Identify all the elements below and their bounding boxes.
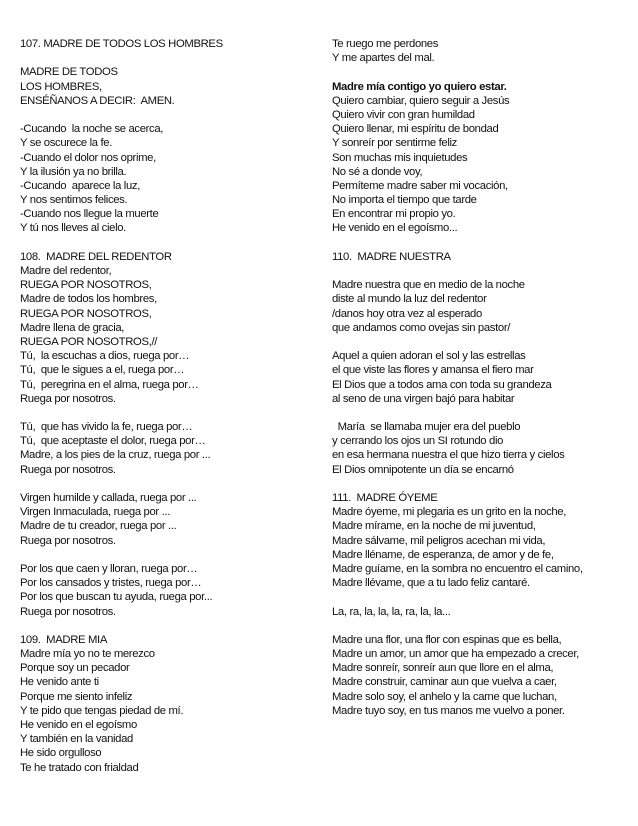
right-text-line: No importa el tiempo que tarde [332,194,477,207]
left-text-line: Ruega por nosotros. [20,463,116,476]
left-text-line: 107. MADRE DE TODOS LOS HOMBRES [20,38,223,50]
left-text-line: Virgen humilde y callada, ruega por ... [20,492,197,504]
right-text-line: /danos hoy otra vez al esperado [332,307,482,320]
right-text-line: 111. MADRE ÓYEME [332,492,438,504]
right-text-line: Madre guíame, en la sombra no encuentro el camino, [332,562,583,575]
left-text-line: Virgen Inmaculada, ruega por ... [20,506,170,519]
right-text-line: He venido en el egoísmo... [332,222,458,235]
left-text-line: Tú, que aceptaste el dolor, ruega por… [20,435,206,448]
right-text-line: en esa hermana nuestra el que hizo tierra y cielos [332,449,565,462]
right-text-line: No sé a donde voy, [332,165,423,178]
right-blank-line [332,406,632,420]
left-text-line: Tú, que le sigues a el, ruega por… [20,364,185,377]
left-text-line: Ruega por nosotros. [20,534,116,547]
right-text-line: Aquel a quien adoran el sol y las estrellas [332,350,526,363]
left-text-line: LOS HOMBRES, [20,80,102,93]
left-text-line: Ruega por nosotros. [20,392,116,405]
right-text-line: Madre llévame, que a tu lado feliz cantaré. [332,577,530,590]
left-text-line: MADRE DE TODOS [20,66,118,79]
left-text-line: Tú, que has vivido la fe, ruega por… [20,421,193,434]
right-text-line: Madre tuyo soy, en tus manos me vuelvo a poner. [332,704,565,717]
left-blank-line [20,548,310,562]
right-text-line: Madre solo soy, el anhelo y la carne que luchan, [332,690,557,703]
right-text-line: Madre construir, caminar aun que vuelva a caer, [332,676,557,689]
left-text-line: Te he tratado con frialdad [20,761,139,774]
left-text-line: Y te pido que tengas piedad de mí. [20,704,184,717]
left-text-line: Y se oscurece la fe. [20,137,113,150]
left-text-line: -Cucando aparece la luz, [20,179,140,192]
right-text-line: Madre una flor, una flor con espinas que es bella, [332,633,562,646]
right-blank-line [332,236,632,250]
right-text-line: Quiero cambiar, quiero seguir a Jesús [332,94,510,107]
left-text-line: ENSÉÑANOS A DECIR: AMEN. [20,94,175,107]
left-text-line: Madre, a los pies de la cruz, ruega por ... [20,449,211,462]
right-text-line: Quiero llenar, mi espíritu de bondad [332,123,499,136]
right-text-line: Madre nuestra que en medio de la noche [332,279,525,292]
right-text-line: Y me apartes del mal. [332,52,435,65]
left-text-line: Tú, peregrina en el alma, ruega por… [20,378,199,391]
left-blank-line [20,406,310,420]
left-text-line: -Cucando la noche se acerca, [20,123,164,136]
right-text-line: Madre óyeme, mi plegaria es un grito en la noche, [332,506,567,519]
left-text-line: He venido ante ti [20,676,99,689]
right-text-line: Madre un amor, un amor que ha empezado a crecer, [332,648,579,661]
left-blank-line [20,236,310,250]
right-text-line: Permíteme madre saber mi vocación, [332,179,508,192]
right-text-line: En encontrar mi propio yo. [332,208,456,221]
left-text-line: Por los que buscan tu ayuda, ruega por... [20,591,213,604]
right-text-line: Madre sálvame, mil peligros acechan mi vida, [332,534,546,547]
left-text-line: 108. MADRE DEL REDENTOR [20,250,172,263]
left-blank-line [20,619,310,633]
right-text-line: Madre lléname, de esperanza, de amor y de fe, [332,548,554,561]
left-blank-line [20,51,310,65]
left-text-line: Porque soy un pecador [20,662,130,675]
right-text-line: Madre sonreír, sonreír aun que llore en el alma, [332,662,554,675]
right-text-line: Y sonreír por sentirme feliz [332,137,457,150]
left-text-line: Por los que caen y lloran, ruega por… [20,562,198,575]
left-text-line: -Cuando nos llegue la muerte [20,208,159,221]
right-text-line: El Dios que a todos ama con toda su grandeza [332,378,552,391]
left-text-line: Madre mía yo no te merezco [20,648,155,661]
left-text-line: Y la ilusión ya no brilla. [20,165,127,178]
right-blank-line [332,335,632,349]
right-text-line: Madre mía contigo yo quiero estar. [332,80,507,93]
left-text-line: Madre llena de gracia, [20,321,125,334]
right-text-line: que andamos como ovejas sin pastor/ [332,321,511,334]
right-blank-line [332,264,632,278]
left-text-line: He sido orgulloso [20,747,102,760]
right-text-line: María se llamaba mujer era del pueblo [332,421,521,434]
left-text-line: -Cuando el dolor nos oprime, [20,151,156,164]
left-text-line: He venido en el egoísmo [20,719,137,731]
left-blank-line [20,108,310,122]
left-text-line: Y nos sentimos felices. [20,194,128,207]
right-text-line: Son muchas mis inquietudes [332,151,468,164]
right-text-line: La, ra, la, la, la, ra, la, la... [332,605,451,618]
left-column [20,37,310,775]
left-text-line: Y también en la vanidad [20,733,133,746]
right-blank-line [332,65,632,79]
left-text-line: Tú, la escuchas a dios, ruega por… [20,350,190,363]
right-text-line: El Dios omnipotente un día se encarnó [332,463,514,476]
right-text-line: Madre mírame, en la noche de mi juventud, [332,520,536,533]
right-blank-line [332,477,632,491]
left-text-line: Y tú nos lleves al cielo. [20,222,126,235]
left-text-line: Madre de todos los hombres, [20,293,157,306]
left-text-line: RUEGA POR NOSOTROS,// [20,335,158,348]
left-text-line: Madre de tu creador, ruega por ... [20,520,177,533]
left-text-line: RUEGA POR NOSOTROS, [20,279,152,292]
right-text-line: diste al mundo la luz del redentor [332,293,487,306]
right-text-line: y cerrando los ojos un SI rotundo dio [332,435,504,448]
right-column [332,37,632,718]
right-text-line: al seno de una virgen bajó para habitar [332,392,515,405]
right-text-line: el que viste las flores y amansa el fiero mar [332,364,534,377]
left-text-line: Porque me siento infeliz [20,690,133,703]
left-text-line: RUEGA POR NOSOTROS, [20,307,152,320]
left-text-line: Por los cansados y tristes, ruega por… [20,577,202,590]
left-text-line: Madre del redentor, [20,265,112,277]
left-text-line: Ruega por nosotros. [20,605,116,618]
right-blank-line [332,590,632,604]
left-blank-line [20,477,310,491]
left-text-line: 109. MADRE MIA [20,633,108,646]
right-text-line: Quiero vivir con gran humildad [332,108,475,121]
right-text-line: 110. MADRE NUESTRA [332,250,451,263]
right-text-line: Te ruego me perdones [332,38,439,50]
right-blank-line [332,619,632,633]
